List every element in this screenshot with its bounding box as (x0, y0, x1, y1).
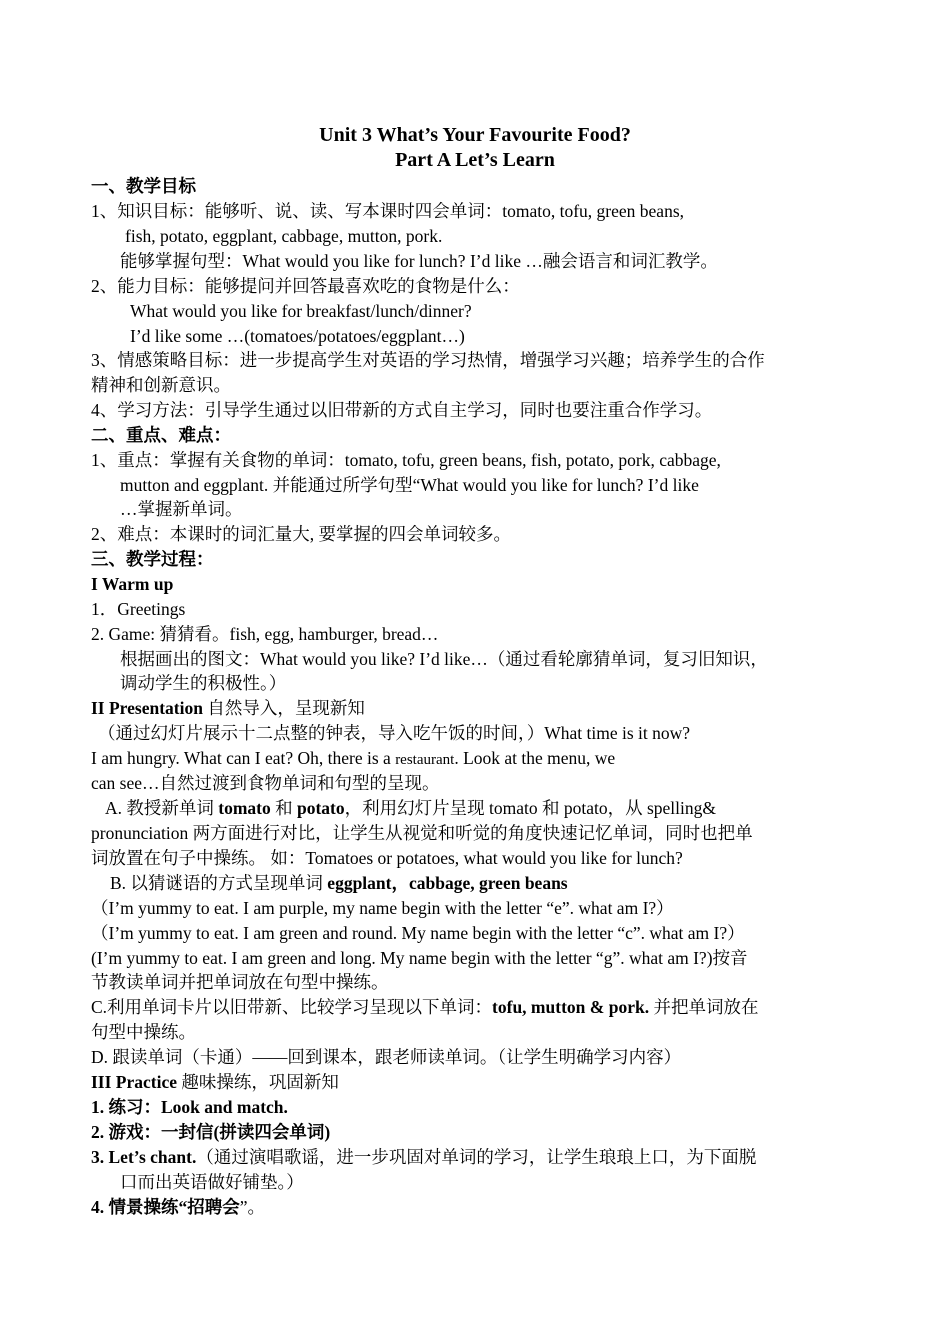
a1-text: A. 教授新单词 (105, 798, 219, 818)
practice-3-desc: （通过演唱歌谣，进一步巩固对单词的学习，让学生琅琅上口，为下面脱 (196, 1147, 757, 1167)
practice-4 (91, 1195, 265, 1219)
practice-heading-line (91, 1070, 339, 1094)
presentation-c1 (91, 995, 758, 1019)
objective-knowledge-words: fish, potato, eggplant, cabbage, mutton, pork. (125, 226, 443, 246)
practice-2: 2. 游戏：一封信(拼读四会单词) (91, 1122, 331, 1142)
warm-up-step1: 1．Greetings (91, 599, 186, 619)
c1-rest: 并把单词放在 (649, 997, 759, 1017)
a1-tomato: tomato (218, 798, 271, 818)
objective-knowledge-sentence: 能够掌握句型：What would you like for lunch? I’d like …融会语言和词汇教学。 (120, 251, 718, 271)
b1-words: eggplant，cabbage, green beans (327, 873, 568, 893)
key-point-cont2: …掌握新单词。 (120, 499, 243, 519)
presentation-heading-line (91, 696, 365, 720)
presentation-p2-text2: . Look at the menu, we (454, 748, 616, 768)
a1-rest: ，利用幻灯片呈现 tomato 和 potato，从 spelling& (344, 798, 717, 818)
warm-up-step2: 2. Game: 猜猜看。fish, egg, hamburger, bread… (91, 624, 439, 644)
presentation-a3: 词放置在句子中操练。 如：Tomatoes or potatoes, what would you like for lunch? (91, 848, 683, 868)
practice-4-title: 4. 情景操练“招聘会 (91, 1197, 240, 1217)
section3-heading: 三、教学过程： (91, 549, 214, 569)
difficult-point: 2、难点：本课时的词汇量大, 要掌握的四会单词较多。 (91, 524, 511, 544)
presentation-p2-restaurant: restaurant (395, 752, 455, 768)
presentation-a1 (105, 796, 716, 820)
objective-emotion-cont: 精神和创新意识。 (91, 375, 231, 395)
presentation-p2 (91, 746, 615, 772)
objective-emotion: 3、情感策略目标：进一步提高学生对英语的学习热情，增强学习兴趣；培养学生的合作 (91, 350, 765, 370)
presentation-a2: pronunciation 两方面进行对比，让学生从视觉和听觉的角度快速记忆单词，同时也把单 (91, 823, 753, 843)
warm-up-step2-desc2: 调动学生的积极性。） (120, 673, 287, 693)
presentation-heading: II Presentation (91, 698, 203, 718)
presentation-p1: （通过幻灯片展示十二点整的钟表，导入吃午饭的时间，）What time is it now? (98, 723, 691, 743)
practice-3-title: 3. Let’s chant. (91, 1147, 197, 1167)
presentation-c2: 句型中操练。 (91, 1022, 196, 1042)
practice-3 (91, 1145, 756, 1169)
warm-up-step2-desc: 根据画出的图文：What would you like? I’d like…（通过看轮廓猜单词，复习旧知识， (120, 649, 768, 669)
c1-words: tofu, mutton & pork. (492, 997, 650, 1017)
key-point: 1、重点：掌握有关食物的单词：tomato, tofu, green beans, fish, potato, pork, cabbage, (91, 450, 721, 470)
objective-method: 4、学习方法：引导学生通过以旧带新的方式自主学习，同时也要注重合作学习。 (91, 400, 713, 420)
riddle-c: （I’m yummy to eat. I am green and round. My name begin with the letter “c”. what am I?） (91, 923, 745, 943)
practice-3-cont: 口而出英语做好铺垫。） (120, 1172, 304, 1192)
presentation-note: 自然导入，呈现新知 (202, 698, 365, 718)
presentation-p3: can see…自然过渡到食物单词和句型的呈现。 (91, 773, 440, 793)
practice-1: 1. 练习：Look and match. (91, 1097, 288, 1117)
objective-knowledge: 1、知识目标：能够听、说、读、写本课时四会单词：tomato, tofu, green beans, (91, 201, 684, 221)
practice-heading: III Practice (91, 1072, 178, 1092)
presentation-p2-text: I am hungry. What can I eat? Oh, there is a (91, 748, 396, 768)
practice-4-end: ”。 (239, 1197, 266, 1217)
section1-heading: 一、教学目标 (91, 176, 196, 196)
warm-up-heading: I Warm up (91, 574, 174, 594)
document-title: Unit 3 What’s Your Favourite Food? (319, 124, 631, 146)
objective-ability: 2、能力目标：能够提问并回答最喜欢吃的食物是什么： (91, 276, 520, 296)
riddle-g-cont: 节教读单词并把单词放在句型中操练。 (91, 972, 389, 992)
key-point-cont: mutton and eggplant. 并能通过所学句型“What would you like for lunch? I’d like (120, 475, 699, 495)
a1-and: 和 (270, 798, 297, 818)
presentation-b1 (110, 871, 568, 895)
objective-ability-question: What would you like for breakfast/lunch/dinner? (130, 301, 472, 321)
a1-potato: potato (297, 798, 345, 818)
document-subtitle: Part A Let’s Learn (395, 149, 555, 171)
riddle-g: (I’m yummy to eat. I am green and long. My name begin with the letter “g”. what am I?)按音 (91, 948, 748, 968)
practice-note: 趣味操练，巩固新知 (177, 1072, 339, 1092)
section2-heading: 二、重点、难点： (91, 425, 231, 445)
c1-text: C.利用单词卡片以旧带新、比较学习呈现以下单词： (91, 997, 493, 1017)
objective-ability-answer: I’d like some …(tomatoes/potatoes/eggplant…) (130, 326, 465, 346)
riddle-e: （I’m yummy to eat. I am purple, my name begin with the letter “e”. what am I?） (91, 898, 674, 918)
presentation-d1: D. 跟读单词（卡通）——回到课本，跟老师读单词。（让学生明确学习内容） (91, 1047, 682, 1067)
b1-text: B. 以猜谜语的方式呈现单词 (110, 873, 328, 893)
